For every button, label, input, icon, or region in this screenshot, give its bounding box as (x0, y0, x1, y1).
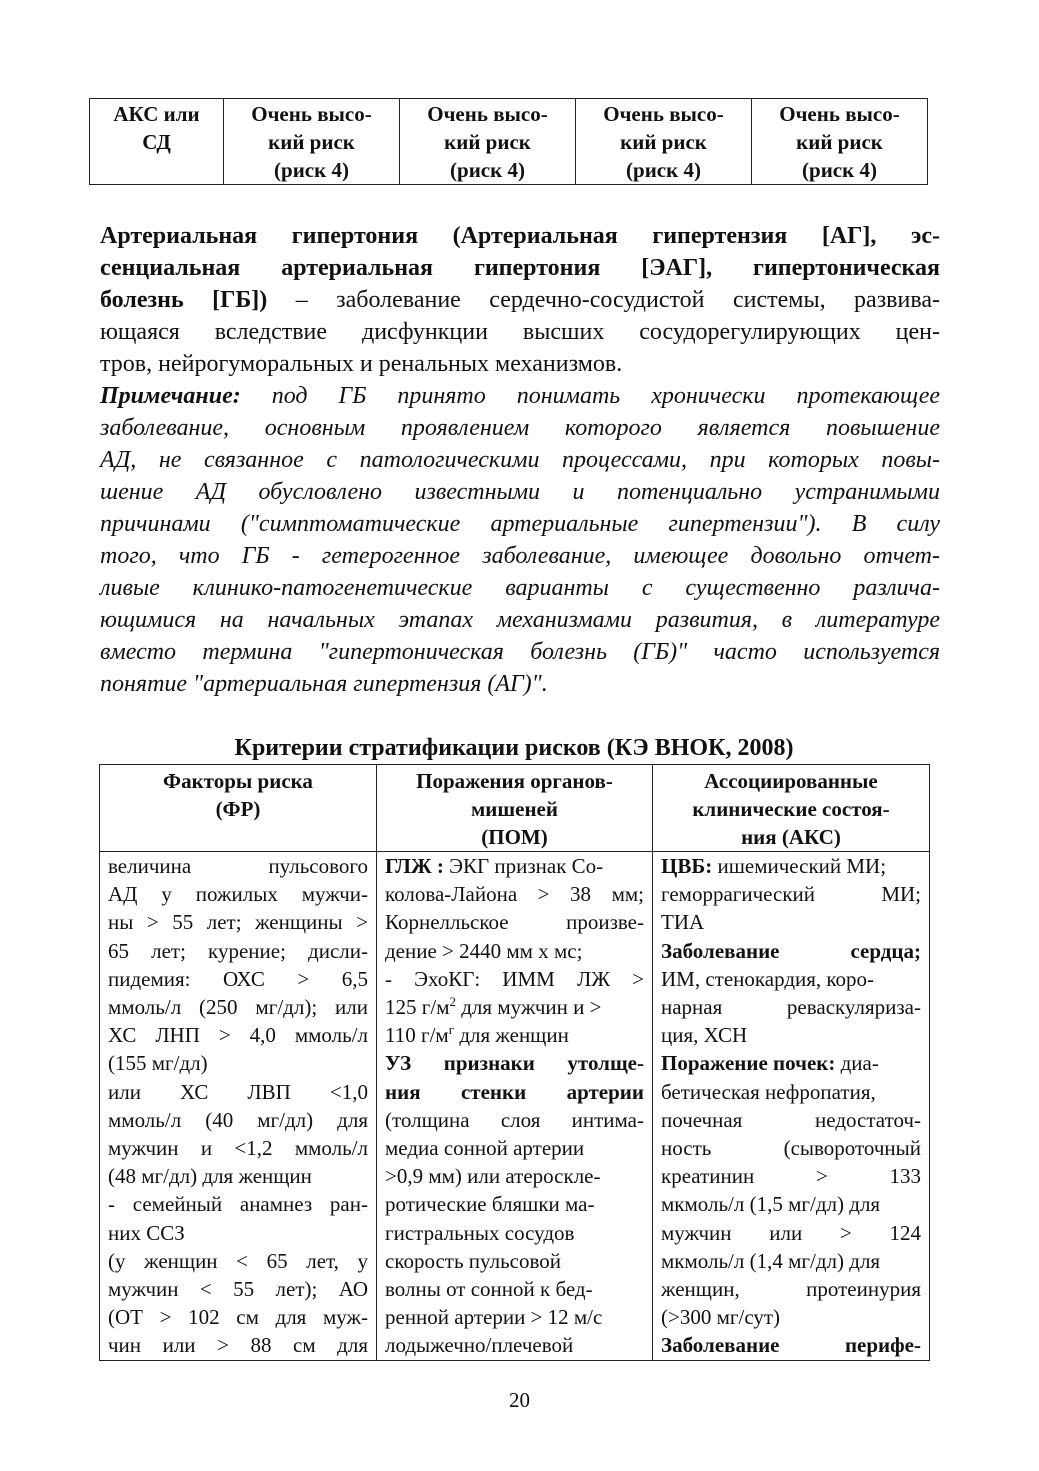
associated-conditions-cell: ЦВБ: ишемический МИ; геморрагический МИ; ТИА Заболевание сердца; ИМ, стенокардия, коро- нарная реваскуляриза- ция, ХСН Поражение почек: диа- бетическая нефропатия, почечная недостаточ- ность (сывороточный креатинин > 133 мкмоль/л (1,5 мг/дл) для мужчин или > 124 мкмоль/л (1,4 мг/дл) для женщин, протеинурия (>300 мг/сут) Заболевание перифе- (653, 852, 930, 1361)
definition-line: ющаяся вследствие дисфункции высших сосудорегулирующих цен- (100, 319, 940, 345)
table-header-row (100, 765, 930, 852)
criteria-table (99, 764, 930, 1361)
note-line: Примечание: под ГБ принято понимать хронически протекающее (100, 383, 940, 409)
definition-line: болезнь [ГБ]) – заболевание сердечно-сосудистой системы, развива- (100, 287, 941, 313)
target-organs-cell: ГЛЖ : ЭКГ признак Со- колова-Лайона > 38 мм; Корнелльское произве- дение > 2440 мм х мс; - ЭхоКГ: ИММ ЛЖ > 125 $г/м^2$ для мужчин и > 110 $г/м^г$ для женщин УЗ признаки утолще- ния стенки артерии (толщина слоя интима- медиа сонной артерии >0,9 мм) или атероскле- ротические бляшки ма- гистральных сосудов скорость пульсовой волны от сонной к бед- ренной артерии > 12 м/с лодыжечно/плечевой (377, 852, 653, 1361)
note-line: заболевание, основным проявлением которого является повышение (100, 415, 940, 441)
definition-paragraph (100, 220, 940, 700)
column-header-risk-factors: Факторы риска (ФР) (100, 765, 377, 852)
table-cell-risk: Очень высо- кий риск (риск 4) (752, 99, 928, 185)
definition-line: тров, нейрогуморальных и ренальных механизмов. (100, 351, 623, 377)
definition-line: сенциальная артериальная гипертония [ЭАГ], гипертоническая (100, 255, 940, 281)
note-line: шение АД обусловлено известными и потенциально устранимыми (100, 479, 940, 505)
risk-factors-cell: величина пульсового АД у пожилых мужчи- ны > 55 лет; женщины > 65 лет; курение; дисли- пидемия: ОХС > 6,5 ммоль/л (250 мг/дл); или ХС ЛНП > 4,0 ммоль/л (155 мг/дл) или ХС ЛВП <1,0 ммоль/л (40 мг/дл) для мужчин и <1,2 ммоль/л (48 мг/дл) для женщин - семейный анамнез ран- них ССЗ (у женщин < 65 лет, у мужчин < 55 лет); АО (ОТ > 102 см для муж- чин или > 88 см для (100, 852, 377, 1361)
criteria-table-title: Критерии стратификации рисков (КЭ ВНОК, 2008) (234, 735, 794, 761)
note-line: причинами ("симптоматические артериальные гипертензии"). В силу (100, 511, 940, 537)
risk-table-continuation (89, 98, 928, 185)
column-header-associated-conditions: Ассоциированные клинические состоя- ния (АКС) (653, 765, 930, 852)
table-cell-condition: АКС или СД (90, 99, 224, 185)
note-line: ющимися на начальных этапах механизмами развития, в литературе (100, 607, 940, 633)
note-line: АД, не связанное с патологическими процессами, при которых повы- (100, 447, 940, 473)
table-row (90, 99, 928, 185)
table-cell-risk: Очень высо- кий риск (риск 4) (224, 99, 400, 185)
table-cell-risk: Очень высо- кий риск (риск 4) (400, 99, 576, 185)
page-number: 20 (509, 1388, 530, 1412)
note-line: вместо термина "гипертоническая болезнь (ГБ)" часто используется (100, 639, 940, 665)
note-line: того, что ГБ - гетерогенное заболевание, имеющее довольно отчет- (100, 543, 940, 569)
definition-line: Артериальная гипертония (Артериальная гипертензия [АГ], эс- (100, 223, 940, 249)
note-line: понятие "артериальная гипертензия (АГ)". (100, 671, 548, 697)
table-cell-risk: Очень высо- кий риск (риск 4) (576, 99, 752, 185)
table-row (100, 852, 930, 1361)
note-line: ливые клинико-патогенетические варианты с существенно различа- (100, 575, 940, 601)
column-header-target-organs: Поражения органов- мишеней (ПОМ) (377, 765, 653, 852)
